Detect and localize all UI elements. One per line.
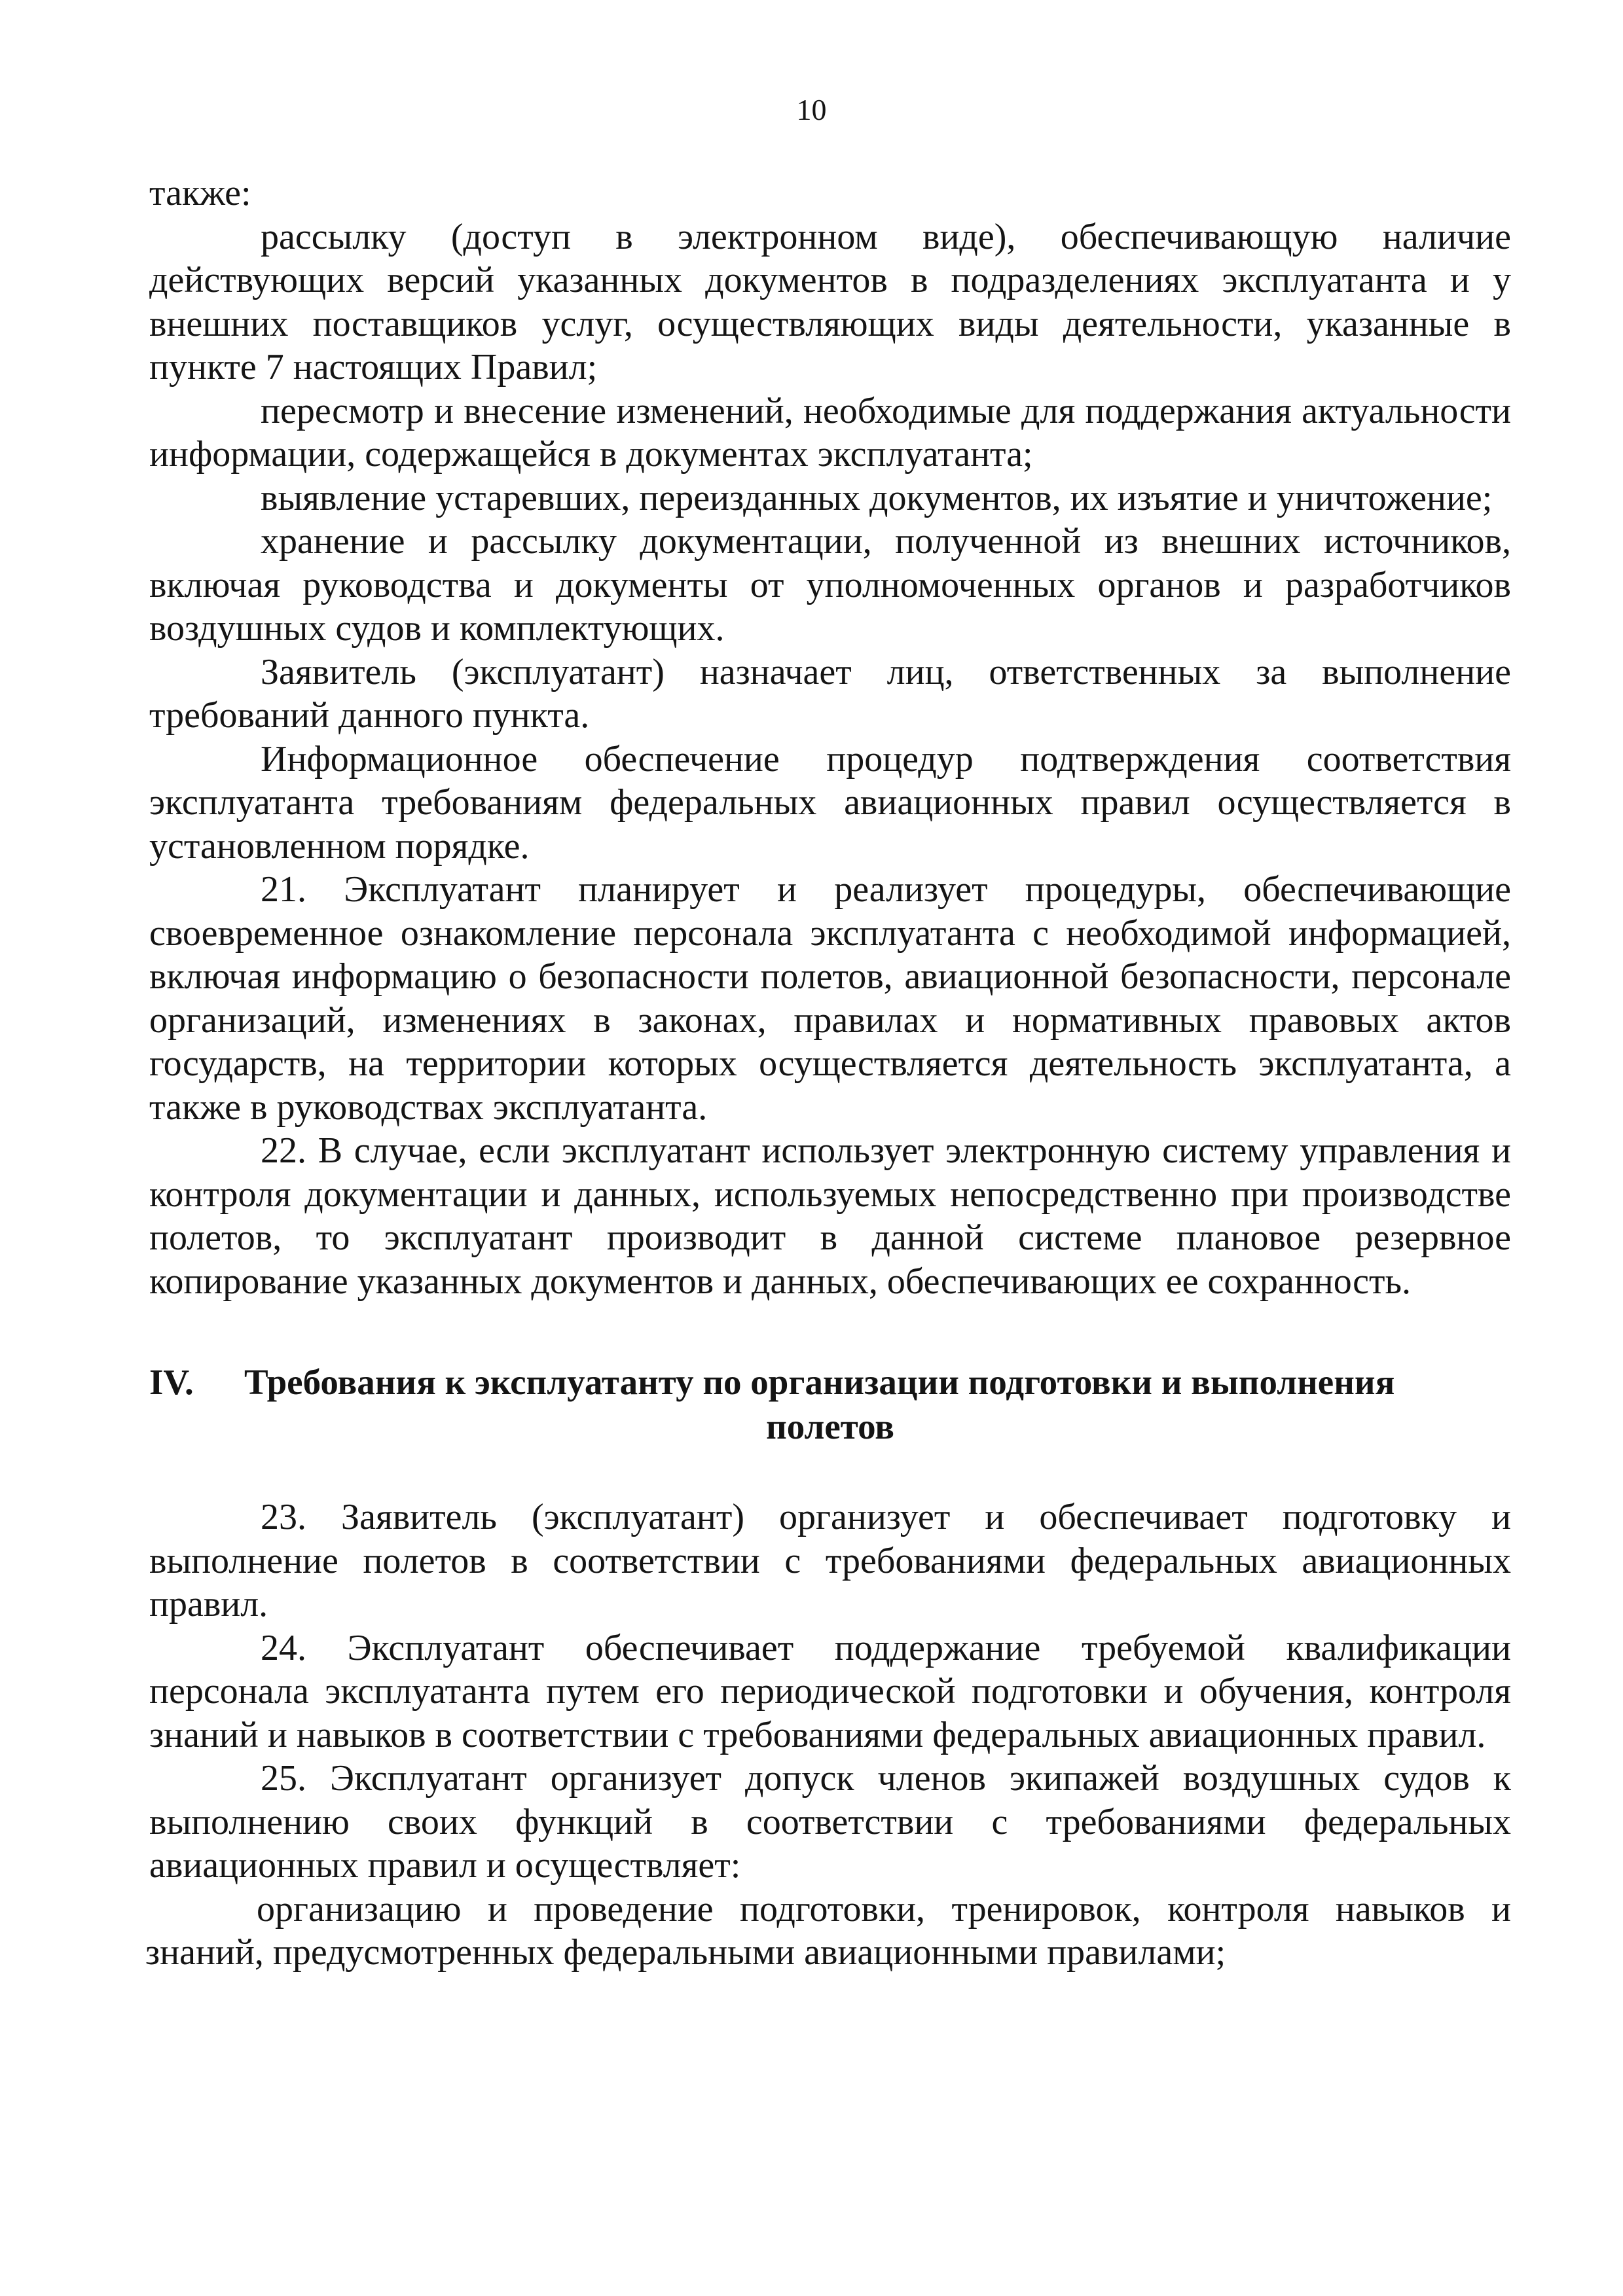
section-number: IV. [149,1362,194,1402]
paragraph-obsolete-documents: выявление устаревших, переизданных документов, их изъятие и уничтожение; [261,477,1493,518]
page-number: 10 [796,93,827,126]
paragraph-revision: пересмотр и внесение изменений, необходимые для поддержания актуальности информации, содержащейся в документах эксплуатанта; [149,390,1511,475]
section-title-line-2: полетов [766,1407,894,1446]
paragraph-22: 22. В случае, если эксплуатант использует электронную систему управления и контроля документации и данных, используемых непосредственно при производстве полетов, то эксплуатант производит в данной системе плановое резервное копирование указанных документов и данных, обеспечивающих ее сохранность. [149,1130,1511,1302]
paragraph-24: 24. Эксплуатант обеспечивает поддержание требуемой квалификации персонала эксплуатанта путем его периодической подготовки и обучения, контроля знаний и навыков в соответствии с требованиями федеральных авиационных правил. [149,1627,1511,1755]
document-body [145,171,1511,1975]
paragraph-responsible-persons: Заявитель (эксплуатант) назначает лиц, ответственных за выполнение требований данного пункта. [149,651,1511,736]
paragraph-external-documents: хранение и рассылку документации, полученной из внешних источников, включая руководства и документы от уполномоченных органов и разработчиков воздушных судов и комплектующих. [149,521,1511,649]
paragraph-information-support: Информационное обеспечение процедур подтверждения соответствия эксплуатанта требованиям федеральных авиационных правил осуществляется в установленном порядке. [149,738,1511,867]
section-heading [149,1360,1511,1449]
paragraph-25: 25. Эксплуатант организует допуск членов экипажей воздушных судов к выполнению своих функций в соответствии с требованиями федеральных авиационных правил и осуществляет: [149,1758,1511,1886]
section-title-line-1: Требования к эксплуатанту по организации подготовки и выполнения [244,1362,1395,1402]
section-heading-first-line [149,1360,1511,1405]
paragraph-21: 21. Эксплуатант планирует и реализует процедуры, обеспечивающие своевременное ознакомление персонала эксплуатанта с необходимой информацией, включая информацию о безопасности полетов, авиационной безопасности, персонале организаций, изменениях в законах, правилах и нормативных правовых актов государств, на территории которых осуществляется деятельность эксплуатанта, а также в руководствах эксплуатанта. [149,869,1511,1128]
paragraph-distribution: рассылку (доступ в электронном виде), обеспечивающую наличие действующих версий указанных документов в подразделениях эксплуатанта и у внешних поставщиков услуг, осуществляющих виды деятельности, указанные в пункте 7 настоящих Правил; [149,216,1511,387]
paragraph-training-organization: организацию и проведение подготовки, тренировок, контроля навыков и знаний, предусмотренных федеральными авиационными правилами; [145,1888,1511,1973]
paragraph-intro: также: [149,173,251,213]
paragraph-23: 23. Заявитель (эксплуатант) организует и обеспечивает подготовку и выполнение полетов в соответствии с требованиями федеральных авиационных правил. [149,1497,1511,1624]
